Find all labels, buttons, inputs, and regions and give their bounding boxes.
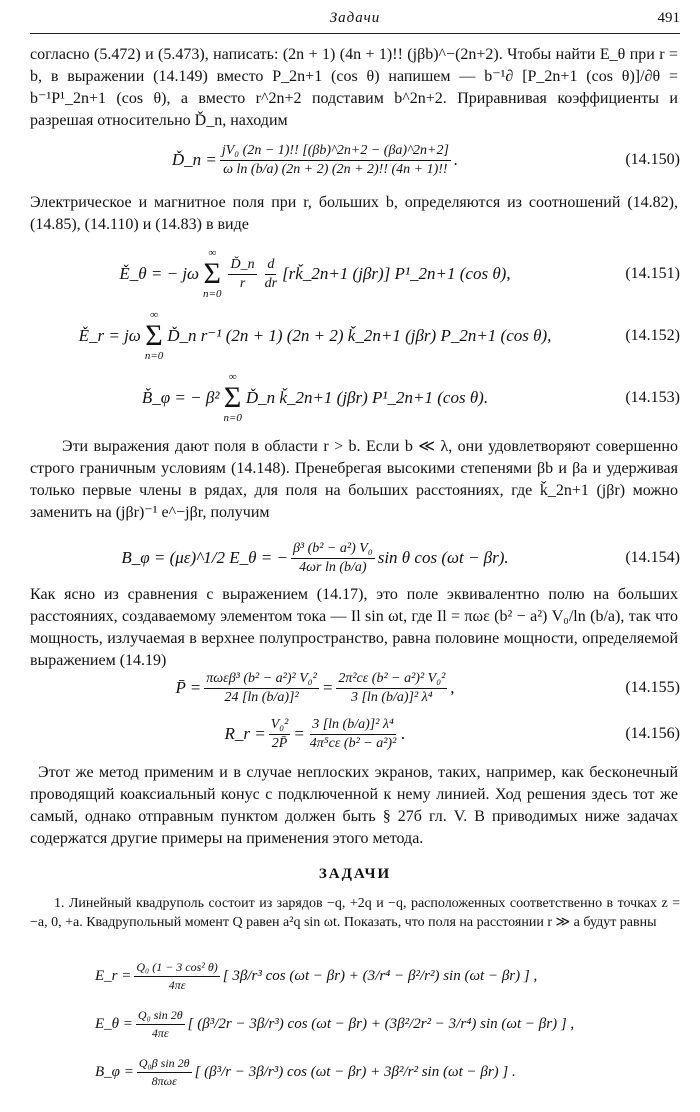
task-1-statement: 1. Линейный квадруполь состоит из зарядов −q, +2q и −q, расположенных соответственно в точках z = −a, 0, +a. Квадрупольный момент Q равен a²q sin ωt. Показать, что поля на расстоянии r ≫ a будут равны <box>30 896 680 930</box>
task-1-equation-etheta <box>95 1002 680 1046</box>
sigma-symbol: Σ <box>203 257 221 290</box>
equation-14-156 <box>30 708 680 760</box>
eq-number: (14.153) <box>625 389 680 406</box>
eq-rest: [ 3β/r³ cos (ωt − βr) + (3/r⁴ − β²/r²) sin (ωt − βr) ] , <box>222 967 538 984</box>
eq-number: (14.152) <box>625 327 680 344</box>
derivative-operator <box>263 257 279 292</box>
eq-number: (14.151) <box>625 265 680 282</box>
sum-lower-limit: n=0 <box>203 288 222 300</box>
eq-numerator: Q₀ sin 2θ <box>136 1008 185 1025</box>
eq-numerator: d <box>265 257 276 275</box>
paragraph-5: Этот же метод применим и в случае неплоских экранов, таких, например, как бесконечный проводящий коаксиальный конус с подключенной к нему линией. Ход решения здесь тот же самый, однако отправным пунктом должен быть § 27б гл. V. В приводимых ниже задачах содержатся другие примеры на применения этого метода. <box>30 764 678 847</box>
eq-lhs: B_φ = (με)^1/2 E_θ = − <box>121 548 288 567</box>
paragraph-3: Эти выражения дают поля в области r > b. Если b ≪ λ, они удовлетворяют совершенно строго граничным условиям (14.148). Пренебрегая высокими степенями βb и βa и удерживая только первые члены в рядах, для поля на больших расстояниях, где ǩ_2n+1 (jβr) можно заменить на (jβr)⁻¹ e^−jβr, получим <box>30 438 678 521</box>
sum-operator <box>203 248 221 300</box>
eq-equals: = <box>321 678 334 697</box>
task-1-equation-bphi <box>95 1050 680 1094</box>
sum-upper-limit: ∞ <box>150 309 158 321</box>
running-title: Задачи <box>329 10 381 26</box>
eq-tail: . <box>453 150 459 169</box>
eq-fraction <box>291 541 375 576</box>
eq-fraction <box>134 960 219 993</box>
eq-lhs: B_φ = <box>95 1063 134 1080</box>
eq-fraction <box>220 143 451 178</box>
task-1-equation-er <box>95 954 680 998</box>
eq-denominator: 4πε <box>168 977 186 992</box>
eq-rest: [ (β³/r − 3β/r³) cos (ωt − βr) + 3β²/r² sin (ωt − βr) ] . <box>194 1063 516 1080</box>
eq-tail: , <box>450 678 455 697</box>
paragraph-1: согласно (5.472) и (5.473), написать: (2n + 1) (4n + 1)!! (jβb)^−(2n+2). Чтобы найти E_θ при r = b, в выражении (14.149) вместо P_2n+1 (cos θ) напишем — b⁻¹∂ [P_2n+1 (cos θ)]/∂θ = b⁻¹P¹_2n+1 (cos θ), а вместо r^2n+2 подставим b^2n+2. Приравнивая коэффициенты и разрешая относительно Ď_n, находим <box>30 46 678 129</box>
eq-denominator: r <box>239 275 246 291</box>
eq-fraction <box>228 257 256 292</box>
equation-14-154 <box>30 532 680 584</box>
paragraph-2: Электрическое и магнитное поля при r, больших b, определяются из соотношений (14.82), (14.85), (14.110) и (14.83) в виде <box>30 194 678 233</box>
eq-lhs: E_θ = <box>95 1015 133 1032</box>
eq-rest: [ (β³/2r − 3β/r³) cos (ωt − βr) + (3β²/2r² − 3/r⁴) sin (ωt − βr) ] , <box>187 1015 575 1032</box>
eq-lhs: Ě_r = jω <box>78 326 141 345</box>
eq-denominator: 4π⁵cε (b² − a²)² <box>309 735 397 751</box>
header-rule <box>30 33 680 34</box>
sum-operator <box>223 372 241 424</box>
equation-14-150 <box>30 134 680 186</box>
eq-fraction <box>136 1008 185 1041</box>
eq-numerator: β³ (b² − a²) V₀ <box>291 541 375 559</box>
eq-denominator: ω ln (b/a) (2n + 2) (2n + 2)!! (4n + 1)!! <box>223 161 448 177</box>
eq-equals: = <box>293 724 305 743</box>
eq-numerator: Ď_n <box>228 257 256 275</box>
eq-lhs: P̄ = <box>175 678 202 697</box>
sum-operator <box>145 310 163 362</box>
eq-numerator: 3 [ln (b/a)]² λ⁴ <box>310 717 396 735</box>
eq-fraction <box>204 671 319 706</box>
eq-number: (14.156) <box>625 725 680 742</box>
eq-numerator: Q₀ (1 − 3 cos² θ) <box>134 960 219 977</box>
paragraph-4: Как ясно из сравнения с выражением (14.17), это поле эквивалентно полю на больших расстояниях, создаваемому элементом тока — Il sin ωt, где Il = πωε (b² − a²) V₀/ln (b/a), так что мощность, излучаемая в верхнее полупространство, равна половине мощности, определяемой выражением (14.19) <box>30 586 678 669</box>
sigma-symbol: Σ <box>223 381 242 414</box>
equation-14-155 <box>30 662 680 714</box>
eq-number: (14.154) <box>625 549 680 566</box>
eq-tail: . <box>401 724 406 743</box>
eq-fraction <box>137 1056 192 1089</box>
eq-lhs: E_r = <box>95 967 132 984</box>
eq-rest: [rǩ_2n+1 (jβr)] P¹_2n+1 (cos θ), <box>282 264 511 283</box>
eq-numerator: jV₀ (2n − 1)!! [(βb)^2n+2 − (βa)^2n+2] <box>220 143 451 161</box>
equation-14-151 <box>30 244 680 304</box>
section-heading: ЗАДАЧИ <box>318 866 392 882</box>
sigma-symbol: Σ <box>145 319 163 352</box>
eq-lhs: B̌_φ = − β² <box>141 388 220 407</box>
eq-fraction <box>269 717 291 752</box>
eq-denominator: 4ωr ln (b/a) <box>299 559 367 575</box>
running-header <box>30 10 680 32</box>
eq-denominator: 3 [ln (b/a)]² λ⁴ <box>350 689 433 705</box>
page-number: 491 <box>657 10 680 26</box>
sum-upper-limit: ∞ <box>208 247 217 259</box>
eq-denominator: 24 [ln (b/a)]² <box>224 689 299 705</box>
eq-denominator: 8πωε <box>151 1073 177 1088</box>
eq-lhs: R_r = <box>224 724 266 743</box>
equation-14-152 <box>30 306 680 366</box>
eq-lhs: Ď_n = <box>171 150 217 169</box>
eq-number: (14.150) <box>625 151 680 168</box>
eq-fraction <box>336 671 447 706</box>
eq-rest: Ď_n r⁻¹ (2n + 1) (2n + 2) ǩ_2n+1 (jβr) P_2n+1 (cos θ), <box>167 326 552 345</box>
sum-lower-limit: n=0 <box>223 412 242 424</box>
eq-rest: Ď_n ǩ_2n+1 (jβr) P¹_2n+1 (cos θ). <box>245 388 489 407</box>
eq-numerator: 2π²cε (b² − a²)² V₀² <box>336 671 447 689</box>
eq-numerator: Q₀β sin 2θ <box>137 1056 192 1073</box>
equation-14-153 <box>30 368 680 428</box>
sum-lower-limit: n=0 <box>144 350 164 362</box>
eq-lhs: Ě_θ = − jω <box>119 264 200 283</box>
eq-denominator: dr <box>264 275 278 291</box>
eq-numerator: πωεβ³ (b² − a²)² V₀² <box>204 671 319 689</box>
eq-fraction <box>308 717 398 752</box>
sum-upper-limit: ∞ <box>228 371 237 383</box>
eq-denominator: 2P̄ <box>271 735 288 751</box>
eq-rest: sin θ cos (ωt − βr). <box>377 548 509 567</box>
eq-denominator: 4πε <box>151 1025 169 1040</box>
eq-numerator: V₀² <box>269 717 291 735</box>
eq-number: (14.155) <box>625 679 680 696</box>
